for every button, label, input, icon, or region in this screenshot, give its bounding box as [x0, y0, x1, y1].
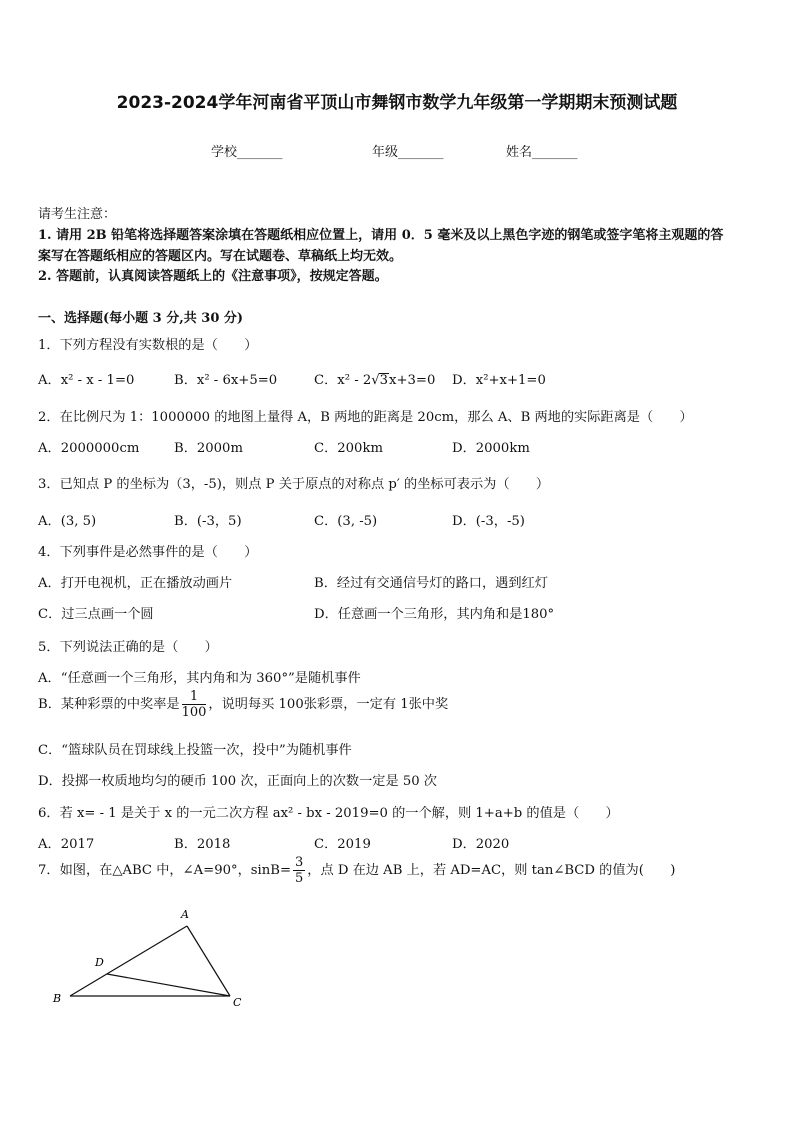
notice-heading: 请考生注意： [38, 207, 117, 222]
fraction [182, 690, 207, 719]
question-3-option-c: C．(3, -5) [314, 514, 378, 529]
option-c-prefix: C．x² - 2 [314, 373, 372, 388]
page-title: 2023-2024学年河南省平顶山市舞钢市数学九年级第一学期期末预测试题 [116, 93, 678, 113]
question-5-option-c: C．“篮球队员在罚球线上投篮一次，投中”为随机事件 [38, 743, 352, 758]
question-6-option-a: A．2017 [38, 837, 95, 852]
notice-item-1-line-1: 1. 请用 2B 铅笔将选择题答案涂填在答题纸相应位置上，请用 0．5 毫米及以上黑色字迹的钢笔或签字笔将主观题的答 [38, 228, 724, 243]
question-4-option-b: B．经过有交通信号灯的路口，遇到红灯 [314, 576, 548, 591]
label-d: D [95, 956, 104, 969]
question-7-stem [38, 856, 675, 885]
question-5-option-a: A．“任意画一个三角形，其内角和为 360°”是随机事件 [38, 671, 361, 686]
question-3-option-a: A．(3, 5) [38, 514, 97, 529]
school-field: 学校_______ [211, 145, 283, 160]
question-5-option-b [38, 690, 448, 719]
section-heading: 一、选择题(每小题 3 分,共 30 分) [38, 311, 244, 326]
stem-suffix: ，点 D 在边 AB 上，若 AD=AC，则 tan∠BCD 的值为( ) [307, 863, 676, 878]
stem-prefix: 7．如图，在△ABC 中，∠A=90°，sinB= [38, 863, 291, 878]
sqrt-sign: √ [371, 373, 380, 388]
question-2-option-c: C．200km [314, 441, 383, 456]
question-4-option-d: D．任意画一个三角形，其内角和是180° [314, 607, 555, 622]
question-1-stem: 1．下列方程没有实数根的是（ ） [38, 338, 258, 353]
option-b-prefix: B．某种彩票的中奖率是 [38, 697, 180, 712]
fraction-denominator: 5 [295, 871, 304, 886]
question-1-option-a: A．x² - x - 1=0 [38, 373, 135, 388]
fraction-numerator: 3 [295, 855, 304, 870]
question-5-stem: 5．下列说法正确的是（ ） [38, 640, 218, 655]
question-2-option-b: B．2000m [174, 441, 243, 456]
name-field: 姓名_______ [506, 145, 578, 160]
label-c: C [233, 996, 242, 1009]
question-3-option-b: B．(-3，5) [174, 514, 242, 529]
question-2-option-a: A．2000000cm [38, 441, 140, 456]
question-2-stem: 2．在比例尺为 1：1000000 的地图上量得 A，B 两地的距离是 20cm，那么 A、B 两地的实际距离是（ ） [38, 410, 693, 425]
question-4-stem: 4．下列事件是必然事件的是（ ） [38, 545, 258, 560]
question-6-option-d: D．2020 [452, 837, 510, 852]
question-6-option-c: C．2019 [314, 837, 371, 852]
label-a: A [181, 908, 189, 921]
question-4-option-a: A．打开电视机，正在播放动画片 [38, 576, 233, 591]
triangle-figure [40, 900, 270, 1020]
fraction [293, 856, 305, 885]
question-1-option-d: D．x²+x+1=0 [452, 373, 546, 388]
question-1-option-b: B．x² - 6x+5=0 [174, 373, 278, 388]
option-c-suffix: x+3=0 [389, 373, 436, 388]
question-6-option-b: B．2018 [174, 837, 231, 852]
grade-field: 年级_______ [372, 145, 444, 160]
question-1-option-c [314, 369, 435, 388]
question-6-stem: 6．若 x= - 1 是关于 x 的一元二次方程 ax² - bx - 2019=0 的一个解，则 1+a+b 的值是（ ） [38, 806, 619, 821]
segment-cd [107, 974, 230, 996]
fraction-numerator: 1 [182, 690, 207, 705]
side-ac [187, 926, 230, 996]
question-3-option-d: D．(-3，-5) [452, 514, 525, 529]
notice-item-1-line-2: 案写在答题纸相应的答题区内。写在试题卷、草稿纸上均无效。 [38, 249, 403, 264]
sqrt-radicand: 3 [379, 373, 389, 388]
question-4-option-c: C．过三点画一个圆 [38, 607, 154, 622]
question-2-option-d: D．2000km [452, 441, 530, 456]
option-b-suffix: ，说明每买 100张彩票，一定有 1张中奖 [208, 697, 449, 712]
question-3-stem: 3．已知点 P 的坐标为（3，-5)，则点 P 关于原点的对称点 p′ 的坐标可表示为（ ） [38, 477, 550, 492]
fraction-denominator: 100 [181, 705, 207, 720]
label-b: B [53, 992, 62, 1005]
notice-item-2: 2. 答题前，认真阅读答题纸上的《注意事项》，按规定答题。 [38, 269, 388, 284]
question-5-option-d: D．投掷一枚质地均匀的硬币 100 次，正面向上的次数一定是 50 次 [38, 774, 437, 789]
